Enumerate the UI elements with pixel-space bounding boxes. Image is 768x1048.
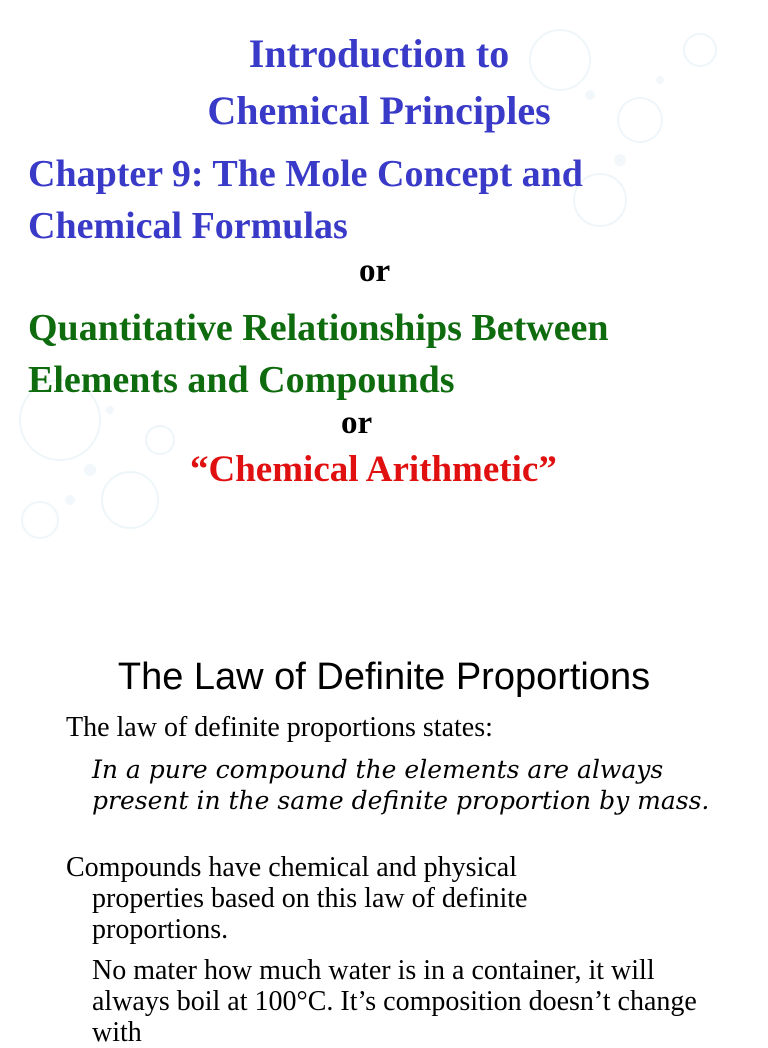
- slide2-heading: The Law of Definite Proportions: [117, 656, 651, 698]
- slide-title-line-1: Introduction to: [248, 31, 510, 76]
- or-separator-2: or: [341, 405, 373, 441]
- compounds-text: Compounds have chemical and physical properties based on this law of definite proportions.: [66, 852, 528, 945]
- chapter-heading-line-2: Chemical Formulas: [28, 205, 348, 247]
- or-separator-1: or: [359, 253, 391, 289]
- compounds-paragraph: [66, 852, 626, 945]
- alt-title-line-1: Quantitative Relationships Between: [28, 307, 609, 349]
- law-definition-text: In a pure compound the elements are always present in the same definite proportion by mass.: [92, 755, 710, 815]
- nickname-title: “Chemical Arithmetic”: [190, 449, 557, 490]
- slide-title-line-2: Chemical Principles: [207, 88, 551, 133]
- water-paragraph: No mater how much water is in a container, it will always boil at 100°C. It’s composition doesn’t change with: [92, 955, 697, 1048]
- alt-title-line-2: Elements and Compounds: [28, 359, 455, 401]
- law-intro-text: The law of definite proportions states:: [66, 712, 493, 743]
- chapter-heading-line-1: Chapter 9: The Mole Concept and: [28, 153, 583, 195]
